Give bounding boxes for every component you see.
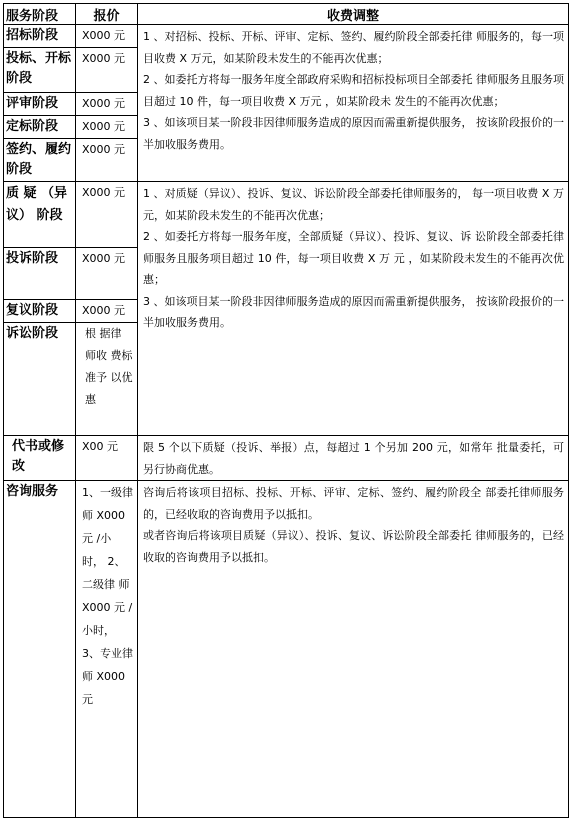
price-cell: X000 元 [76, 300, 138, 323]
stage-cell: 复议阶段 [4, 300, 76, 323]
adjust-text: 3 、如该项目某一阶段非因律师服务造成的原因而需重新提供服务， 按该阶段报价的一半加收服务费用。 [143, 294, 564, 329]
adjust-cell-bidding [138, 25, 569, 182]
adjust-text: 1 、对招标、投标、开标、评审、定标、签约、履约阶段全部委托律 师服务的，每一项目收费 X 万元，如某阶段未发生的不能再次优惠； [143, 30, 564, 65]
header-stage: 服务阶段 [4, 4, 76, 25]
table-row [4, 481, 569, 818]
table-header-row [4, 4, 569, 25]
stage-cell: 投标、开标阶段 [4, 48, 76, 93]
stage-cell: 咨询服务 [4, 481, 76, 818]
header-adjust: 收费调整 [138, 4, 569, 25]
adjust-text: 2 、如委托方将每一服务年度，全部质疑（异议）、投诉、复议、诉 讼阶段全部委托律师服务且服务项目超过 10 件，每一项目收费 X 万 元 ，如某阶段未发生的不能再次优惠； [143, 230, 564, 286]
adjust-cell-consulting [138, 481, 569, 818]
price-cell: X000 元 [76, 139, 138, 182]
stage-cell: 诉讼阶段 [4, 323, 76, 436]
table-row [4, 436, 569, 481]
adjust-cell-drafting: 限 5 个以下质疑（投诉、举报）点，每超过 1 个另加 200 元，如常年 批量委托，可另行协商优惠。 [138, 436, 569, 481]
price-cell: X000 元 [76, 116, 138, 139]
table-row [4, 25, 569, 48]
header-price: 报价 [76, 4, 138, 25]
adjust-cell-challenge [138, 182, 569, 436]
stage-cell: 签约、履约阶段 [4, 139, 76, 182]
stage-cell: 招标阶段 [4, 25, 76, 48]
price-cell: X000 元 [76, 25, 138, 48]
price-cell: X00 元 [76, 436, 138, 481]
fee-schedule-table [3, 3, 569, 818]
stage-cell: 质 疑 （异 议） 阶段 [4, 182, 76, 248]
price-cell: 1、一级律 师 X000 元 /小时， 2、二级律 师 X000 元 /小时， 3、专业律 师 X000 元 [76, 481, 138, 818]
adjust-text: 2 、如委托方将每一服务年度全部政府采购和招标投标项目全部委托 律师服务且服务项目超过 10 件，每一项目收费 X 万元 ，如某阶段未 发生的不能再次优惠； [143, 73, 564, 108]
stage-cell: 投诉阶段 [4, 248, 76, 300]
price-cell: X000 元 [76, 248, 138, 300]
adjust-text: 咨询后将该项目招标、投标、开标、评审、定标、签约、履约阶段全 部委托律师服务的，已经收取的咨询费用予以抵扣。 [143, 486, 564, 521]
adjust-text: 3 、如该项目某一阶段非因律师服务造成的原因而需重新提供服务， 按该阶段报价的一半加收服务费用。 [143, 116, 564, 151]
adjust-text: 1 、对质疑（异议）、投诉、复议、诉讼阶段全部委托律师服务的， 每一项目收费 X 万元，如某阶段未发生的不能再次优惠； [143, 187, 564, 222]
price-cell: 根 据律 师收 费标 准予 以优惠 [76, 323, 138, 436]
price-cell: X000 元 [76, 182, 138, 248]
stage-cell: 定标阶段 [4, 116, 76, 139]
stage-cell: 评审阶段 [4, 93, 76, 116]
adjust-text: 或者咨询后将该项目质疑（异议）、投诉、复议、诉讼阶段全部委托 律师服务的，已经收取的咨询费用予以抵扣。 [143, 529, 564, 564]
table-row [4, 182, 569, 248]
price-cell: X000 元 [76, 48, 138, 93]
stage-cell: 代书或修改 [4, 436, 76, 481]
price-cell: X000 元 [76, 93, 138, 116]
